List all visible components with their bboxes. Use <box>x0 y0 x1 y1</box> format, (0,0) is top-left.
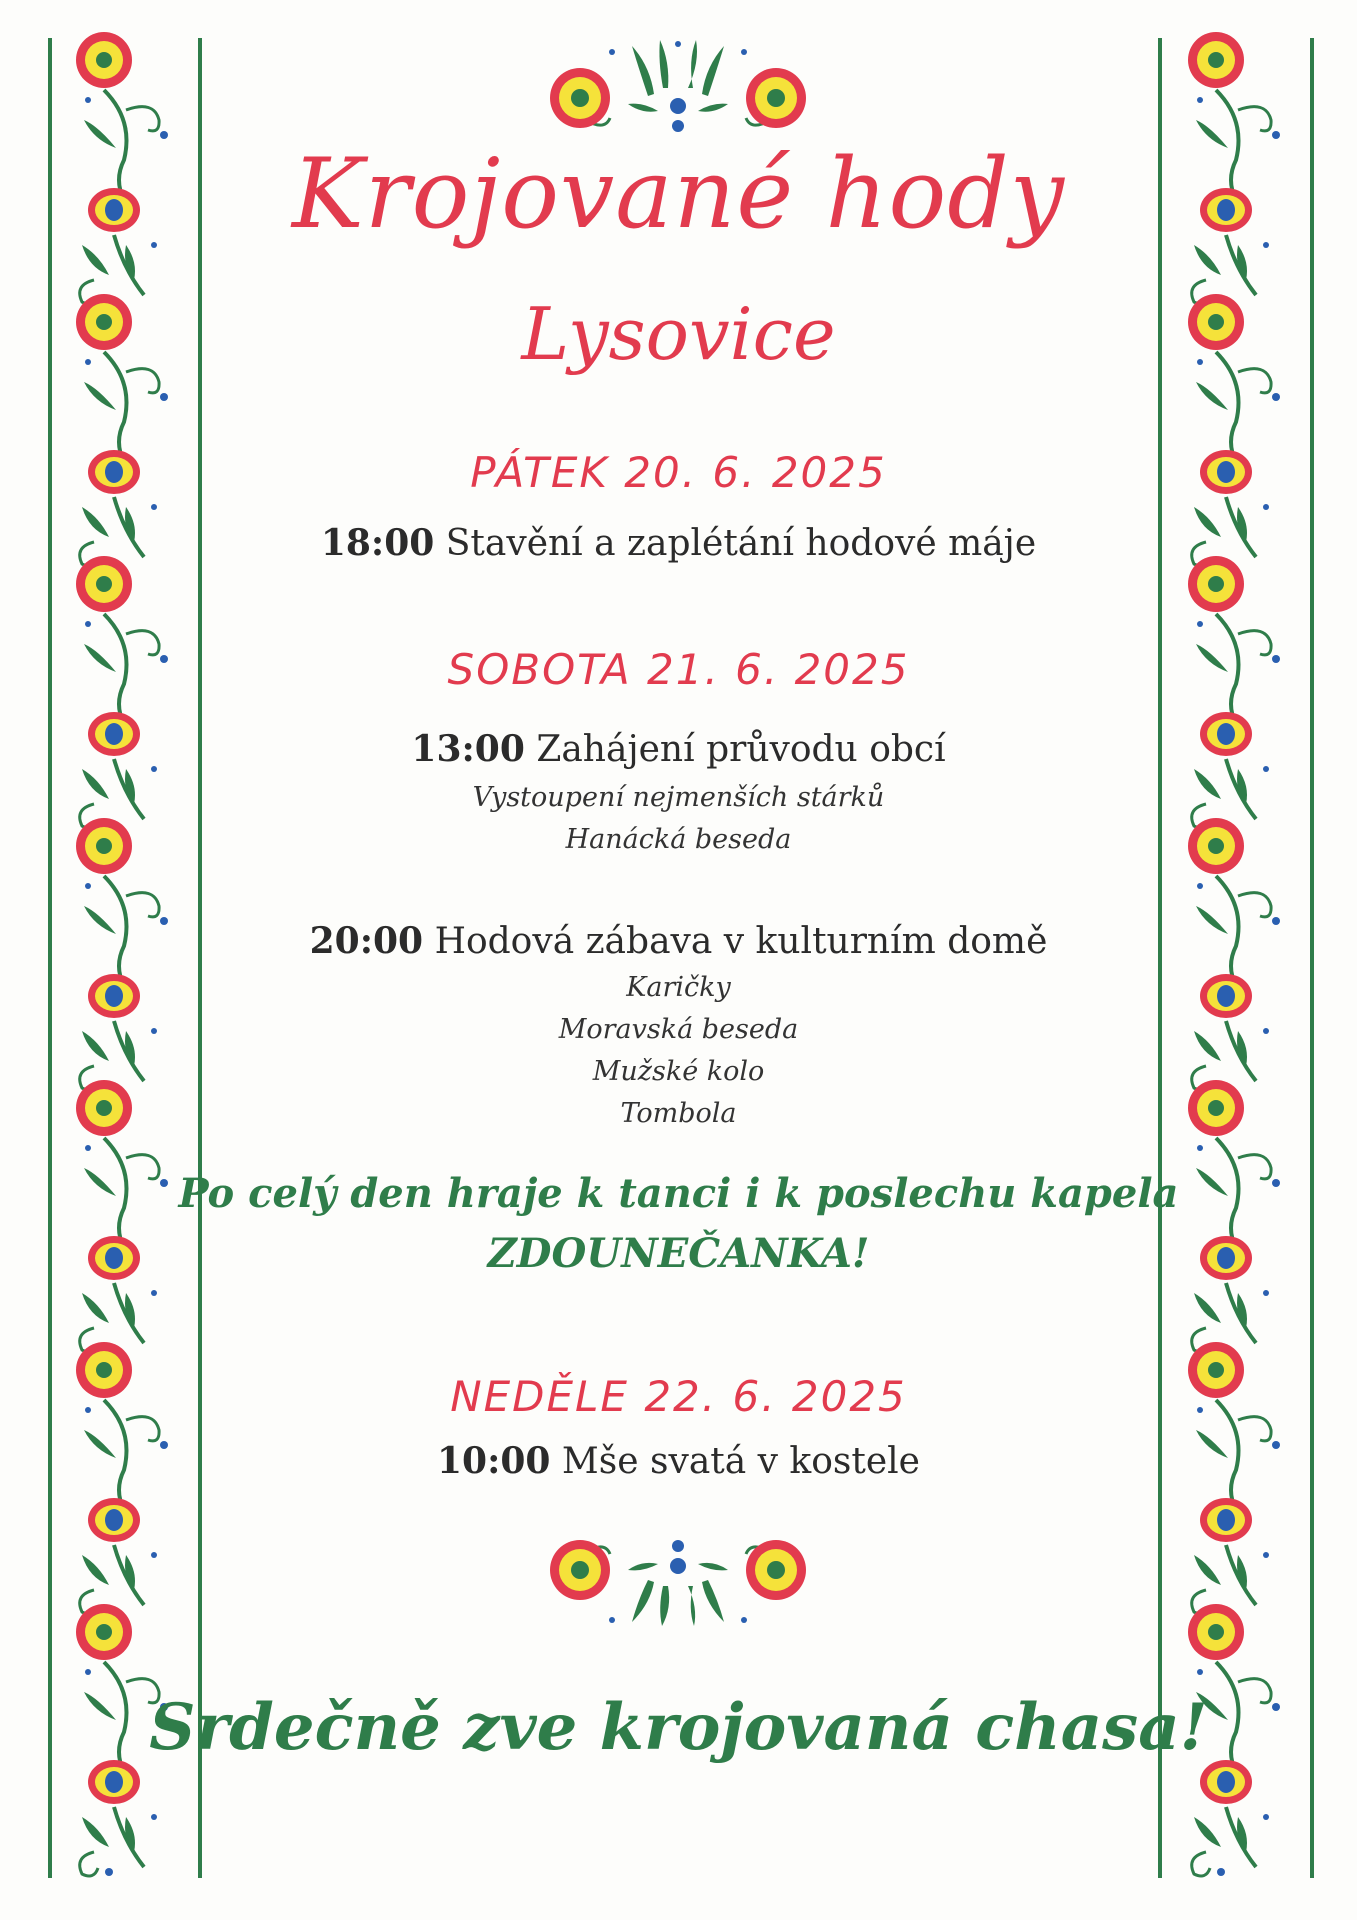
invitation-text: Srdečně zve krojovaná chasa! <box>149 1690 1208 1765</box>
event-text: Mše svatá v kostele <box>561 1441 920 1482</box>
band-line-2: ZDOUNEČANKA! <box>487 1230 870 1277</box>
saturday-event-1 <box>0 728 1357 770</box>
friday-event-1 <box>0 522 1357 564</box>
poster-title: Krojované hody <box>292 138 1065 250</box>
saturday-event-1-detail: Vystoupení nejmenších stárků <box>472 782 885 813</box>
bottom-floral-ornament <box>548 1530 808 1630</box>
event-time: 10:00 <box>436 1440 551 1482</box>
sunday-heading: NEDĚLE 22. 6. 2025 <box>450 1372 907 1421</box>
saturday-event-2 <box>0 920 1357 962</box>
saturday-event-2-detail: Karičky <box>626 972 731 1003</box>
event-time: 13:00 <box>411 728 525 770</box>
event-text: Stavění a zaplétání hodové máje <box>445 523 1037 564</box>
sunday-event-1 <box>0 1440 1357 1482</box>
event-time: 20:00 <box>309 920 424 962</box>
top-floral-ornament <box>548 36 808 136</box>
friday-heading: PÁTEK 20. 6. 2025 <box>470 448 887 497</box>
poster-subtitle: Lysovice <box>521 292 836 376</box>
saturday-event-2-detail: Mužské kolo <box>592 1056 765 1087</box>
saturday-heading: SOBOTA 21. 6. 2025 <box>447 645 910 694</box>
band-line-1: Po celý den hraje k tanci i k poslechu kapela <box>178 1170 1179 1217</box>
event-time: 18:00 <box>320 522 435 564</box>
saturday-event-2-detail: Moravská beseda <box>558 1014 799 1045</box>
event-text: Zahájení průvodu obcí <box>536 729 946 770</box>
event-text: Hodová zábava v kulturním domě <box>434 921 1048 962</box>
saturday-event-2-detail: Tombola <box>620 1098 737 1129</box>
saturday-event-1-detail: Hanácká beseda <box>565 824 792 855</box>
